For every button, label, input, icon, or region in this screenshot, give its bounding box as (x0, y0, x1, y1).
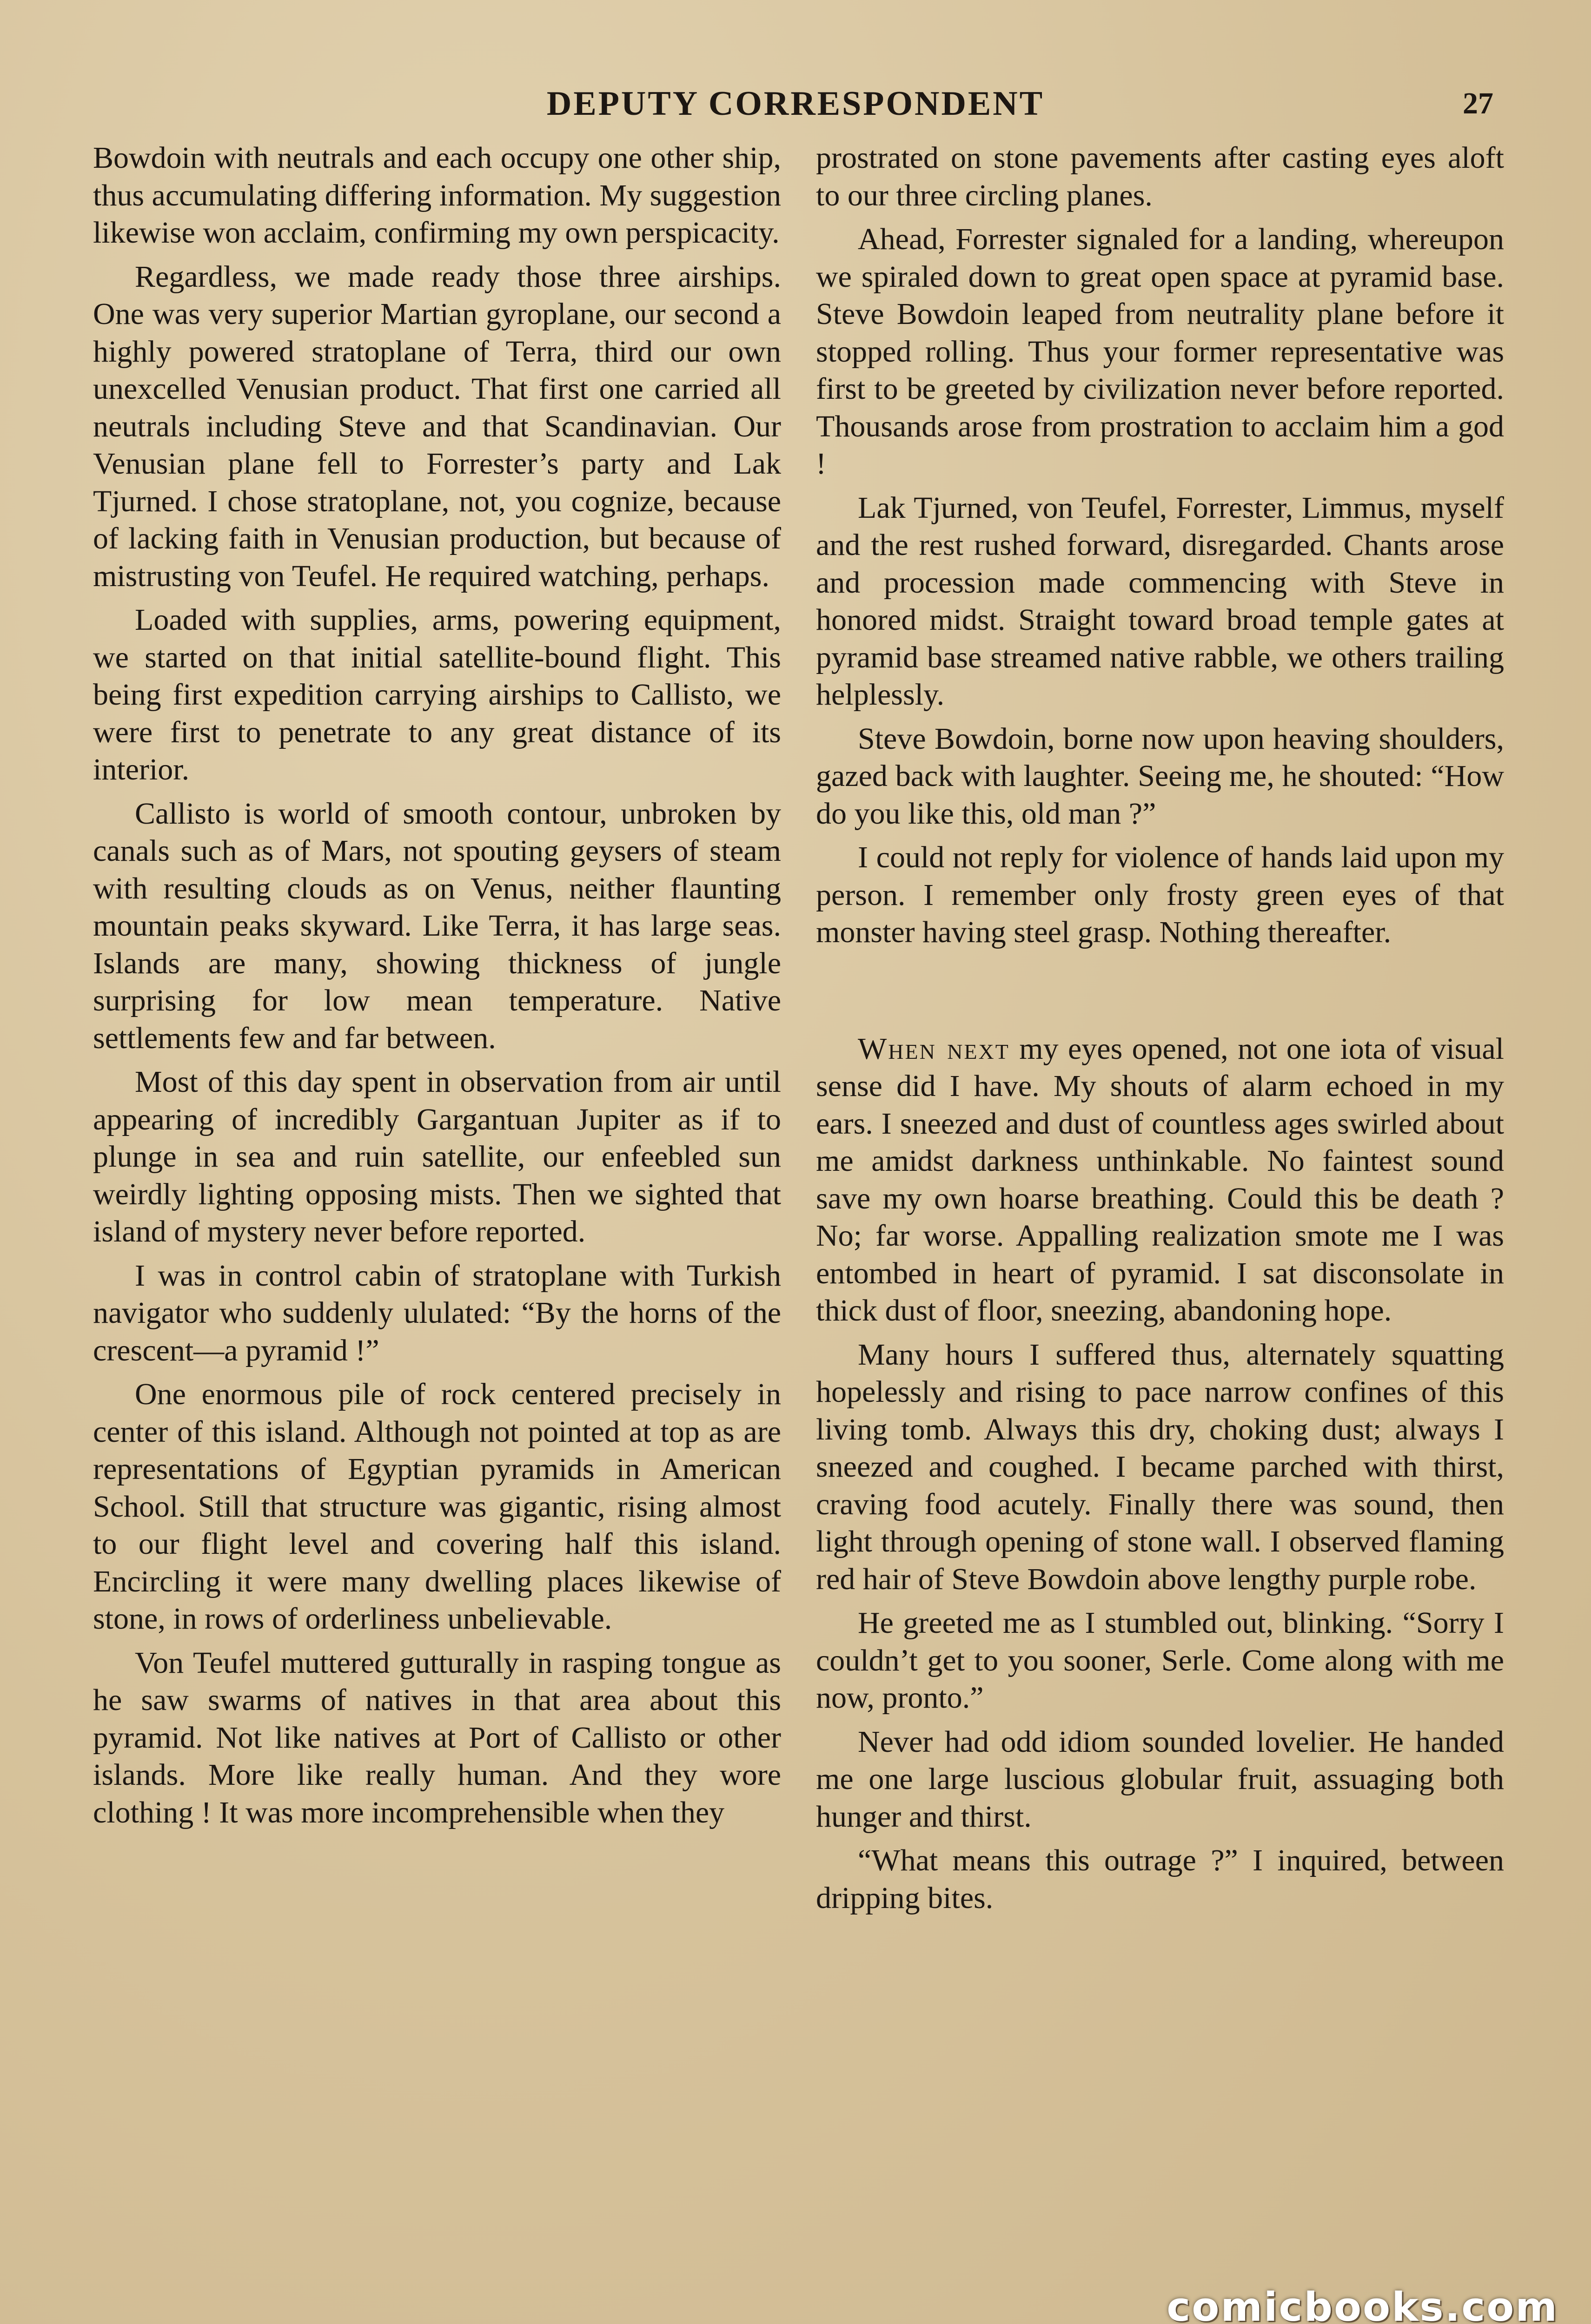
left-column (93, 139, 781, 1838)
paragraph: Callisto is world of smooth contour, unbroken by canals such as of Mars, not spouting geysers of steam with resulting clouds as on Venus, neither flaunting mountain peaks skyward. Like Terra, it has large seas. Islands are many, showing thickness of jungle surprising for low mean temperature. Native settlements few and far between. (93, 796, 781, 1055)
running-title: DEPUTY CORRESPONDENT (546, 85, 1045, 123)
paragraph: Never had odd idiom sounded lovelier. He handed me one large luscious globular fruit, assuaging both hunger and thirst. (816, 1724, 1504, 1834)
paragraph: He greeted me as I stumbled out, blinking. “Sorry I couldn’t get to you sooner, Serle. Come along with me now, pronto.” (816, 1606, 1504, 1715)
paragraph: Steve Bowdoin, borne now upon heaving shoulders, gazed back with laughter. Seeing me, he shouted: “How do you like this, old man ?” (816, 721, 1504, 831)
page-number: 27 (1463, 86, 1493, 120)
section-lead-in: When next (858, 1031, 1010, 1066)
paragraph: Lak Tjurned, von Teufel, Forrester, Limmus, myself and the rest rushed forward, disregarded. Chants arose and procession made commencing with Steve in honored midst. Straight toward broad temple gates at pyramid base streamed native rabble, we others trailing helplessly. (816, 490, 1504, 712)
paragraph: One enormous pile of rock centered precisely in center of this island. Although not pointed at top as are representations of Egyptian pyramids in American School. Still that structure was gigantic, rising almost to our flight level and covering half this island. Encircling it were many dwelling places likewise of stone, in rows of orderliness unbelievable. (93, 1377, 781, 1636)
paragraph: I was in control cabin of stratoplane with Turkish navigator who suddenly ululated: “By the horns of the crescent—a pyramid !” (93, 1258, 781, 1367)
paragraph: “What means this outrage ?” I inquired, between dripping bites. (816, 1843, 1504, 1915)
paragraph: Ahead, Forrester signaled for a landing, whereupon we spiraled down to great open space at pyramid base. Steve Bowdoin leaped from neutrality plane before it stopped rolling. Thus your former representative was first to be greeted by civilization never before reported. Thousands arose from prostration to acclaim him a god ! (816, 222, 1504, 481)
paragraph: Von Teufel muttered gutturally in rasping tongue as he saw swarms of natives in that area about this pyramid. Not like natives at Port of Callisto or other islands. More like really human. And they wore clothing ! It was more incomprehensible when they (93, 1645, 781, 1829)
paragraph: prostrated on stone pavements after casting eyes aloft to our three circling planes. (816, 141, 1504, 212)
paragraph: I could not reply for violence of hands laid upon my person. I remember only frosty green eyes of that monster having steel grasp. Nothing thereafter. (816, 840, 1504, 949)
right-column (816, 139, 1504, 1923)
section-first-paragraph (816, 1030, 1504, 1330)
paragraph: Regardless, we made ready those three airships. One was very superior Martian gyroplane, our second a highly powered stratoplane of Terra, third our own unexcelled Venusian product. That first one carried all neutrals including Steve and that Scandinavian. Our Venusian plane fell to Forrester’s party and Lak Tjurned. I chose stratoplane, not, you cognize, because of lacking faith in Venusian production, but because of mistrusting von Teufel. He required watching, perhaps. (93, 259, 781, 593)
paragraph: Loaded with supplies, arms, powering equipment, we started on that initial satellite-bound flight. This being first expedition carrying airships to Callisto, we were first to penetrate to any great distance of its interior. (93, 603, 781, 786)
running-header (93, 78, 1498, 129)
paragraph: Most of this day spent in observation from air until appearing of incredibly Gargantuan Jupiter as if to plunge in sea and ruin satellite, our enfeebled sun weirdly lighting opposing mists. Then we sighted that island of mystery never before reported. (93, 1065, 781, 1248)
paragraph: Many hours I suffered thus, alternately squatting hopelessly and rising to pace narrow confines of this living tomb. Always this dry, choking dust; always I sneezed and coughed. I became parched with thirst, craving food acutely. Finally there was sound, then light through opening of stone wall. I observed flaming red hair of Steve Bowdoin above lengthy purple robe. (816, 1337, 1504, 1596)
paragraph: Bowdoin with neutrals and each occupy one other ship, thus accumulating differing information. My suggestion likewise won acclaim, confirming my own perspicacity. (93, 141, 781, 250)
section-first-text: my eyes opened, not one iota of visual sense did I have. My shouts of alarm echoed in my ears. I sneezed and dust of countless ages swirled about me amidst darkness unthinkable. No faintest sound save my own hoarse breathing. Could this be death ? No; far worse. Appalling realization smote me I was entombed in heart of pyramid. I sat disconsolate in thick dust of floor, sneezing, abandoning hope. (816, 1031, 1504, 1327)
site-watermark: comicbooks.com (1167, 2284, 1558, 2324)
